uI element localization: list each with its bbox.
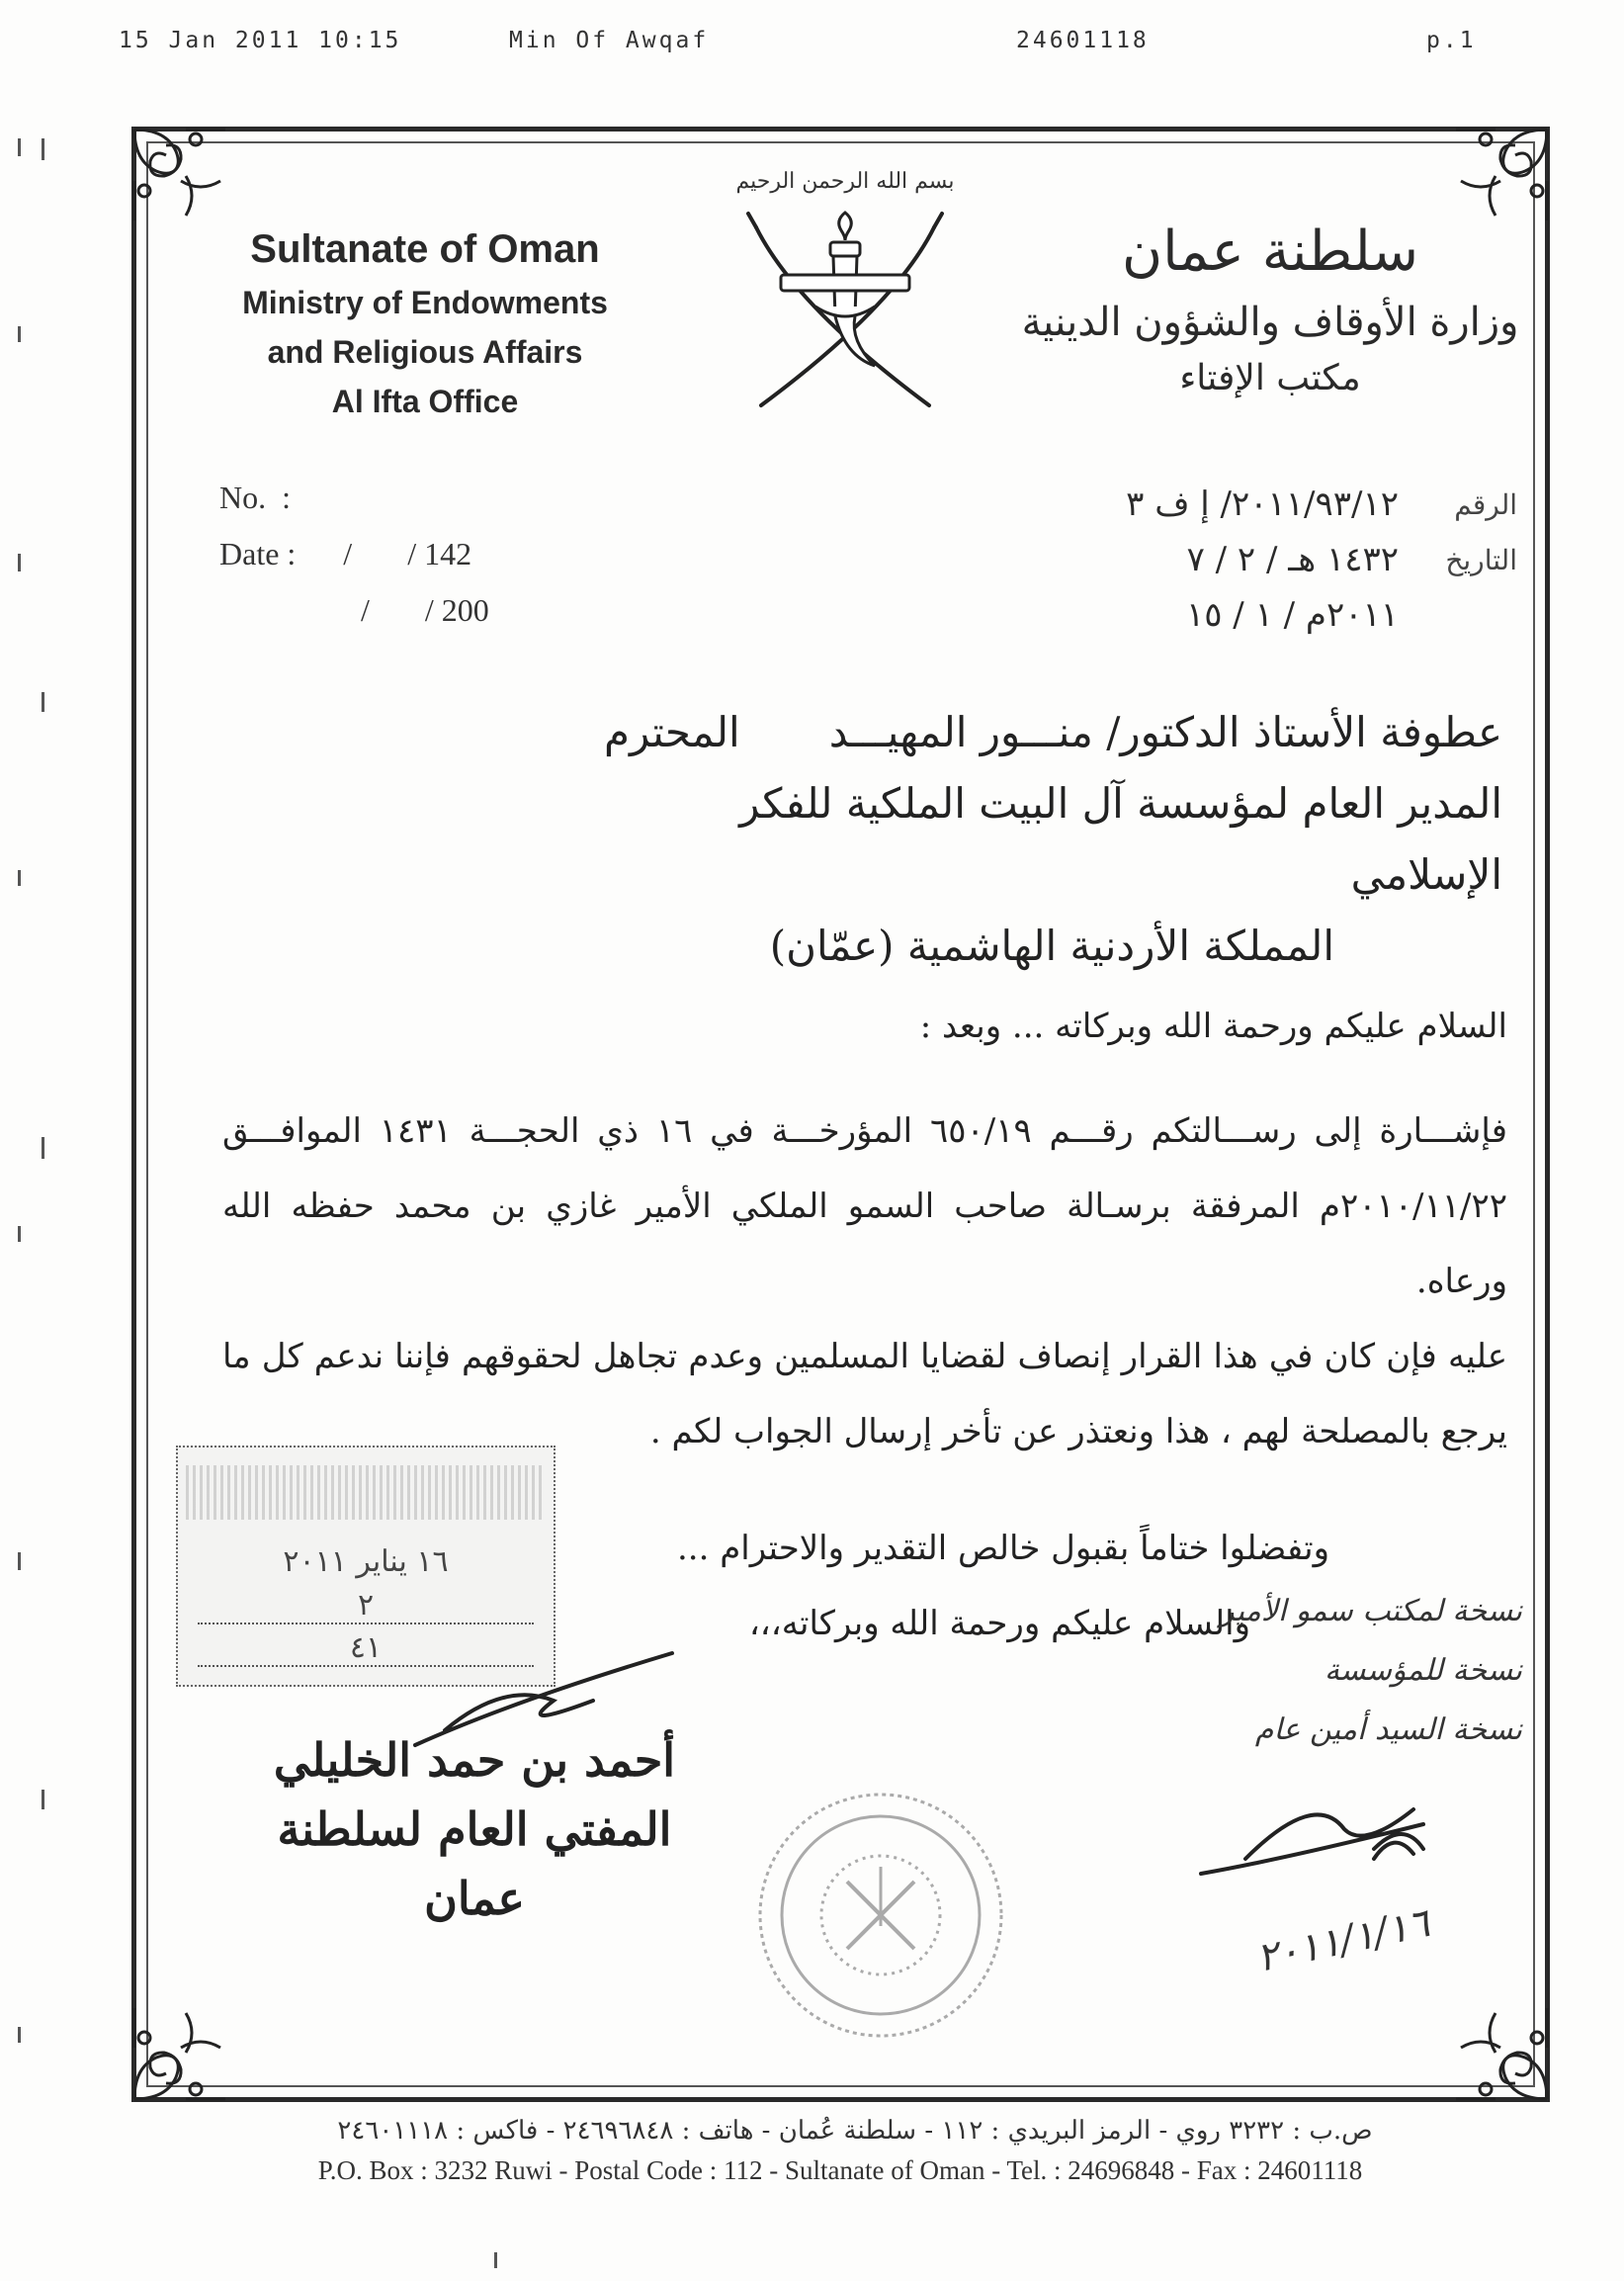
ornament-corner-icon bbox=[127, 122, 235, 230]
body-paragraph-2: عليه فإن كان في هذا القرار إنصاف لقضايا المسلمين وعدم تجاهل لحقوقهم فإننا ندعم كل ما يرجع بالمصلحة لهم ، هذا ونعتذر عن تأخر إرسال الجواب لكم . bbox=[222, 1337, 1507, 1451]
receipt-stamp bbox=[176, 1446, 556, 1687]
receipt-stamp-line2: ٤١ bbox=[198, 1630, 534, 1667]
country-name-english: Sultanate of Oman bbox=[250, 227, 600, 271]
fax-header bbox=[0, 28, 1624, 57]
addressee-block bbox=[593, 697, 1502, 982]
signatory-block bbox=[227, 1725, 722, 1933]
ref-ar-no-label: الرقم bbox=[1454, 487, 1517, 521]
scan-margin-mark bbox=[494, 2252, 497, 2268]
reference-english bbox=[219, 480, 489, 649]
ref-date-label: Date : bbox=[219, 536, 297, 571]
ref-ar-hijri-value: ١٤٣٢ هـ / ٢ / ٧ bbox=[1186, 540, 1399, 579]
footer-contact-english: P.O. Box : 3232 Ruwi - Postal Code : 112 - Sultanate of Oman - Tel. : 24696848 - Fax : 24601118 bbox=[317, 2155, 1363, 2185]
footer-contact-arabic: ص.ب : ٣٢٣٢ روي - الرمز البريدي : ١١٢ - سلطنة عُمان - هاتف : ٢٤٦٩٦٨٤٨ - فاكس : ٢٤٦٠١١١٨ bbox=[337, 2116, 1373, 2146]
receipt-stamp-date: ١٦ يناير ٢٠١١ bbox=[283, 1544, 449, 1579]
ministry-name-line1: Ministry of Endowments bbox=[242, 285, 608, 320]
fax-page-number: p.1 bbox=[1426, 28, 1477, 53]
ref-date-row bbox=[219, 536, 489, 592]
ref-ar-no-row bbox=[979, 477, 1517, 532]
handwritten-note-2: نسخة للمؤسسة bbox=[1325, 1653, 1522, 1688]
ref-ar-greg-value: ٢٠١١م / ١ / ١٥ bbox=[1185, 595, 1399, 635]
ref-greg-template: / / 200 bbox=[361, 592, 489, 628]
ref-ar-no-value: ٢٠١١/٩٣/١٢/ إ ف ٣ bbox=[1126, 484, 1399, 524]
greeting: السلام عليكم ورحمة الله وبركاته ... وبعد : bbox=[919, 1007, 1507, 1046]
office-name-arabic: مكتب الإفتاء bbox=[1179, 358, 1361, 398]
addressee-line3: المملكة الأردنية الهاشمية (عمّان) bbox=[769, 921, 1334, 970]
country-name-arabic: سلطنة عمان bbox=[1121, 219, 1419, 284]
ornament-corner-icon bbox=[1446, 1998, 1555, 2107]
body-paragraph-1: فإشـــارة إلى رســـالتكم رقـــم ٦٥٠/١٩ المؤرخـــة في ١٦ ذي الحجـــة ١٤٣١ الموافـــق ٢٠١٠/١١/٢٢م المرفقة برسـالة صاحب السمو الملكي الأمير غازي بن محمد حفظه الله ورعاه. bbox=[222, 1111, 1507, 1301]
office-name-english: Al Ifta Office bbox=[331, 384, 519, 419]
handwritten-notes bbox=[1137, 1582, 1522, 1760]
ref-ar-date-label: التاريخ bbox=[1445, 543, 1517, 576]
basmala: بسم الله الرحمن الرحيم bbox=[735, 169, 955, 194]
ref-no-label: No. : bbox=[219, 480, 291, 515]
ref-ar-greg-row bbox=[979, 587, 1517, 643]
ministry-name-line2: and Religious Affairs bbox=[267, 334, 583, 370]
letterhead-arabic bbox=[1018, 213, 1522, 404]
letterhead-english bbox=[168, 227, 682, 426]
closing-line-1: وتفضلوا ختاماً بقبول خالص التقدير والاحترام ... bbox=[676, 1529, 1329, 1568]
fax-datetime: 15 Jan 2011 10:15 bbox=[119, 28, 402, 53]
signatory-title: المفتي العام لسلطنة عمان bbox=[277, 1802, 672, 1925]
ref-greg-row bbox=[219, 592, 489, 649]
addressee-line1 bbox=[593, 697, 1502, 768]
addressee-line2: المدير العام لمؤسسة آل البيت الملكية للفكر الإسلامي bbox=[739, 779, 1502, 899]
ornament-corner-icon bbox=[127, 1998, 235, 2107]
oman-national-emblem-icon bbox=[727, 158, 964, 425]
fax-number: 24601118 bbox=[1016, 28, 1150, 53]
signatory-name: أحمد بن حمد الخليلي bbox=[273, 1733, 676, 1787]
ref-ar-date-row bbox=[979, 532, 1517, 587]
ministry-name-arabic: وزارة الأوقاف والشؤون الدينية bbox=[1021, 300, 1519, 345]
ref-hijri-template: / / 142 bbox=[343, 536, 472, 571]
reference-arabic bbox=[979, 477, 1517, 643]
handwritten-note-3: نسخة السيد أمين عام bbox=[1254, 1712, 1522, 1747]
official-round-seal-icon bbox=[753, 1788, 1008, 2043]
handwritten-note-1: نسخة لمكتب سمو الأمير bbox=[1220, 1594, 1522, 1628]
closing-line-2: والسلام عليكم ورحمة الله وبركاته،،، bbox=[748, 1604, 1250, 1643]
receipt-stamp-line1: ٢ bbox=[198, 1588, 534, 1624]
addressee-honorific: المحترم bbox=[603, 708, 740, 756]
addressee-name: عطوفة الأستاذ الدكتور/ منـــور المهيـــد bbox=[828, 708, 1502, 756]
handwritten-date: ٢٠١١/١/١٦ bbox=[1252, 1900, 1434, 1981]
fax-sender: Min Of Awqaf bbox=[509, 28, 710, 53]
